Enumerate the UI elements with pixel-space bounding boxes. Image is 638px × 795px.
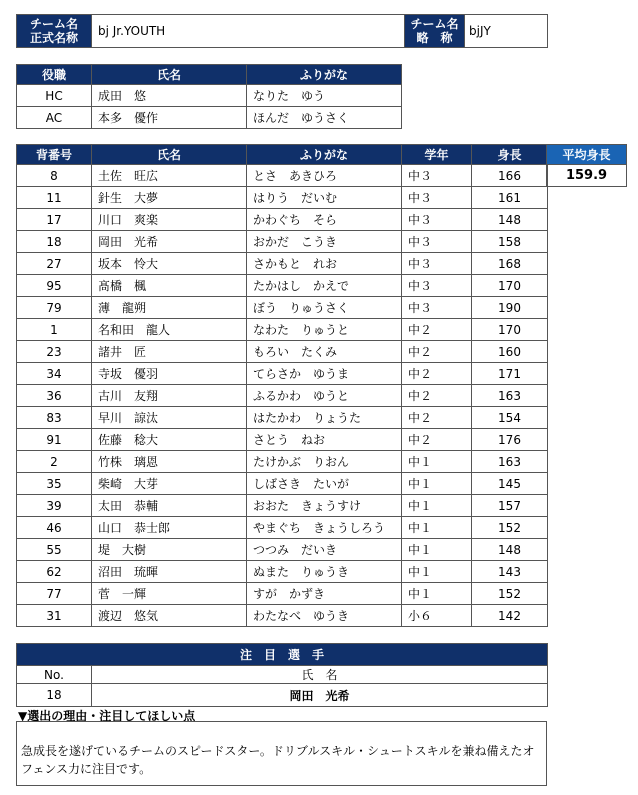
player-kana: ふるかわ ゆうと [247,385,402,407]
player-number: 83 [17,407,92,429]
player-kana: もろい たくみ [247,341,402,363]
player-name: 岡田 光希 [92,231,247,253]
reason-box [16,721,547,786]
player-number: 39 [17,495,92,517]
player-kana: すが かずき [247,583,402,605]
player-name: 寺坂 優羽 [92,363,247,385]
player-number: 77 [17,583,92,605]
average-height-table [546,144,627,187]
player-kana: はりう だいむ [247,187,402,209]
player-height: 163 [472,451,548,473]
player-row [17,605,548,627]
player-row [17,363,548,385]
player-height: 142 [472,605,548,627]
player-grade: 小６ [402,605,472,627]
reason-text: 急成長を遂げているチームのスピードスター。ドリブルスキル・シュートスキルを兼ね備えたオフェンス力に注目です。 [21,744,535,776]
featured-name-value: 岡田 光希 [92,684,548,707]
player-grade: 中３ [402,187,472,209]
player-row [17,319,548,341]
player-kana: ぼう りゅうさく [247,297,402,319]
players-section [16,144,548,627]
player-height: 158 [472,231,548,253]
players-table [16,144,548,627]
featured-name-label: 氏 名 [92,666,548,684]
player-row [17,187,548,209]
player-name: 堤 大樹 [92,539,247,561]
player-height: 166 [472,165,548,187]
player-grade: 中２ [402,407,472,429]
player-number: 23 [17,341,92,363]
staff-section [16,64,402,129]
player-name: 菅 一輝 [92,583,247,605]
player-height: 170 [472,319,548,341]
player-kana: おかだ こうき [247,231,402,253]
featured-no-value: 18 [17,684,92,707]
players-header-grade: 学年 [402,145,472,165]
player-grade: 中３ [402,297,472,319]
player-row [17,341,548,363]
player-row [17,495,548,517]
player-number: 27 [17,253,92,275]
staff-header-role: 役職 [17,65,92,85]
average-height-label: 平均身長 [547,145,627,165]
short-name-label: チーム名 略 称 [405,15,465,48]
player-height: 161 [472,187,548,209]
player-name: 太田 恭輔 [92,495,247,517]
player-grade: 中１ [402,495,472,517]
reason-label: ▼選出の理由・注目してほしい点 [18,709,196,723]
player-name: 竹株 璃恩 [92,451,247,473]
player-grade: 中１ [402,517,472,539]
player-height: 143 [472,561,548,583]
player-number: 35 [17,473,92,495]
player-number: 62 [17,561,92,583]
players-header-number: 背番号 [17,145,92,165]
staff-header-kana: ふりがな [247,65,402,85]
player-kana: ぬまた りゅうき [247,561,402,583]
players-header-height: 身長 [472,145,548,165]
player-name: 諸井 匠 [92,341,247,363]
player-kana: たけかぶ りおん [247,451,402,473]
player-grade: 中３ [402,231,472,253]
players-header-kana: ふりがな [247,145,402,165]
player-number: 11 [17,187,92,209]
average-height-value: 159.9 [547,165,627,187]
player-number: 79 [17,297,92,319]
team-name-section [16,14,548,48]
player-number: 36 [17,385,92,407]
player-row [17,231,548,253]
player-number: 31 [17,605,92,627]
player-name: 佐藤 稔大 [92,429,247,451]
player-grade: 中２ [402,319,472,341]
average-height-box [546,144,627,187]
player-height: 148 [472,209,548,231]
player-row [17,275,548,297]
player-kana: かわぐち そら [247,209,402,231]
player-row [17,451,548,473]
player-height: 154 [472,407,548,429]
player-number: 95 [17,275,92,297]
staff-row [17,107,402,129]
player-name: 早川 諒汰 [92,407,247,429]
player-name: 名和田 龍人 [92,319,247,341]
player-kana: なわた りゅうと [247,319,402,341]
staff-kana: なりた ゆう [247,85,402,107]
player-height: 152 [472,517,548,539]
player-kana: てらさか ゆうま [247,363,402,385]
featured-section [16,643,548,707]
player-kana: たかはし かえで [247,275,402,297]
player-name: 髙橋 楓 [92,275,247,297]
player-row [17,539,548,561]
player-number: 17 [17,209,92,231]
player-kana: わたなべ ゆうき [247,605,402,627]
player-number: 8 [17,165,92,187]
player-number: 34 [17,363,92,385]
player-row [17,385,548,407]
player-kana: おおた きょうすけ [247,495,402,517]
official-name-value: bj Jr.YOUTH [92,15,405,48]
staff-name: 成田 悠 [92,85,247,107]
player-row [17,297,548,319]
staff-table [16,64,402,129]
player-row [17,517,548,539]
player-grade: 中１ [402,583,472,605]
player-row [17,561,548,583]
staff-role: HC [17,85,92,107]
player-row [17,209,548,231]
player-name: 土佐 旺広 [92,165,247,187]
player-height: 190 [472,297,548,319]
player-grade: 中３ [402,165,472,187]
player-height: 145 [472,473,548,495]
player-row [17,407,548,429]
player-number: 1 [17,319,92,341]
player-height: 168 [472,253,548,275]
team-name-table [16,14,548,48]
player-height: 170 [472,275,548,297]
player-name: 薄 龍朔 [92,297,247,319]
player-name: 川口 爽楽 [92,209,247,231]
player-kana: さかもと れお [247,253,402,275]
players-header-name: 氏名 [92,145,247,165]
featured-title: 注 目 選 手 [17,644,548,666]
featured-table [16,643,548,707]
player-number: 46 [17,517,92,539]
player-name: 古川 友翔 [92,385,247,407]
player-row [17,429,548,451]
player-name: 坂本 怜大 [92,253,247,275]
player-row [17,473,548,495]
player-height: 160 [472,341,548,363]
player-grade: 中１ [402,561,472,583]
player-number: 55 [17,539,92,561]
player-row [17,165,548,187]
player-number: 2 [17,451,92,473]
player-grade: 中２ [402,363,472,385]
player-name: 針生 大夢 [92,187,247,209]
player-row [17,583,548,605]
player-height: 176 [472,429,548,451]
player-number: 91 [17,429,92,451]
player-height: 148 [472,539,548,561]
player-height: 171 [472,363,548,385]
player-grade: 中２ [402,385,472,407]
player-name: 柴崎 大芽 [92,473,247,495]
player-grade: 中１ [402,473,472,495]
player-kana: さとう ねお [247,429,402,451]
player-name: 渡辺 悠気 [92,605,247,627]
player-height: 157 [472,495,548,517]
short-name-value: bjJY [465,15,548,48]
player-row [17,253,548,275]
player-name: 沼田 琉暉 [92,561,247,583]
player-grade: 中２ [402,341,472,363]
official-name-label: チーム名 正式名称 [17,15,92,48]
player-kana: やまぐち きょうしろう [247,517,402,539]
player-kana: しばさき たいが [247,473,402,495]
player-grade: 中１ [402,539,472,561]
staff-row [17,85,402,107]
player-kana: つつみ だいき [247,539,402,561]
player-number: 18 [17,231,92,253]
player-name: 山口 恭士郎 [92,517,247,539]
player-height: 152 [472,583,548,605]
player-grade: 中１ [402,451,472,473]
player-height: 163 [472,385,548,407]
player-grade: 中２ [402,429,472,451]
player-kana: はたかわ りょうた [247,407,402,429]
staff-role: AC [17,107,92,129]
staff-name: 本多 優作 [92,107,247,129]
player-kana: とさ あきひろ [247,165,402,187]
staff-header-name: 氏名 [92,65,247,85]
staff-kana: ほんだ ゆうさく [247,107,402,129]
player-grade: 中３ [402,209,472,231]
player-grade: 中３ [402,253,472,275]
player-grade: 中３ [402,275,472,297]
featured-no-label: No. [17,666,92,684]
